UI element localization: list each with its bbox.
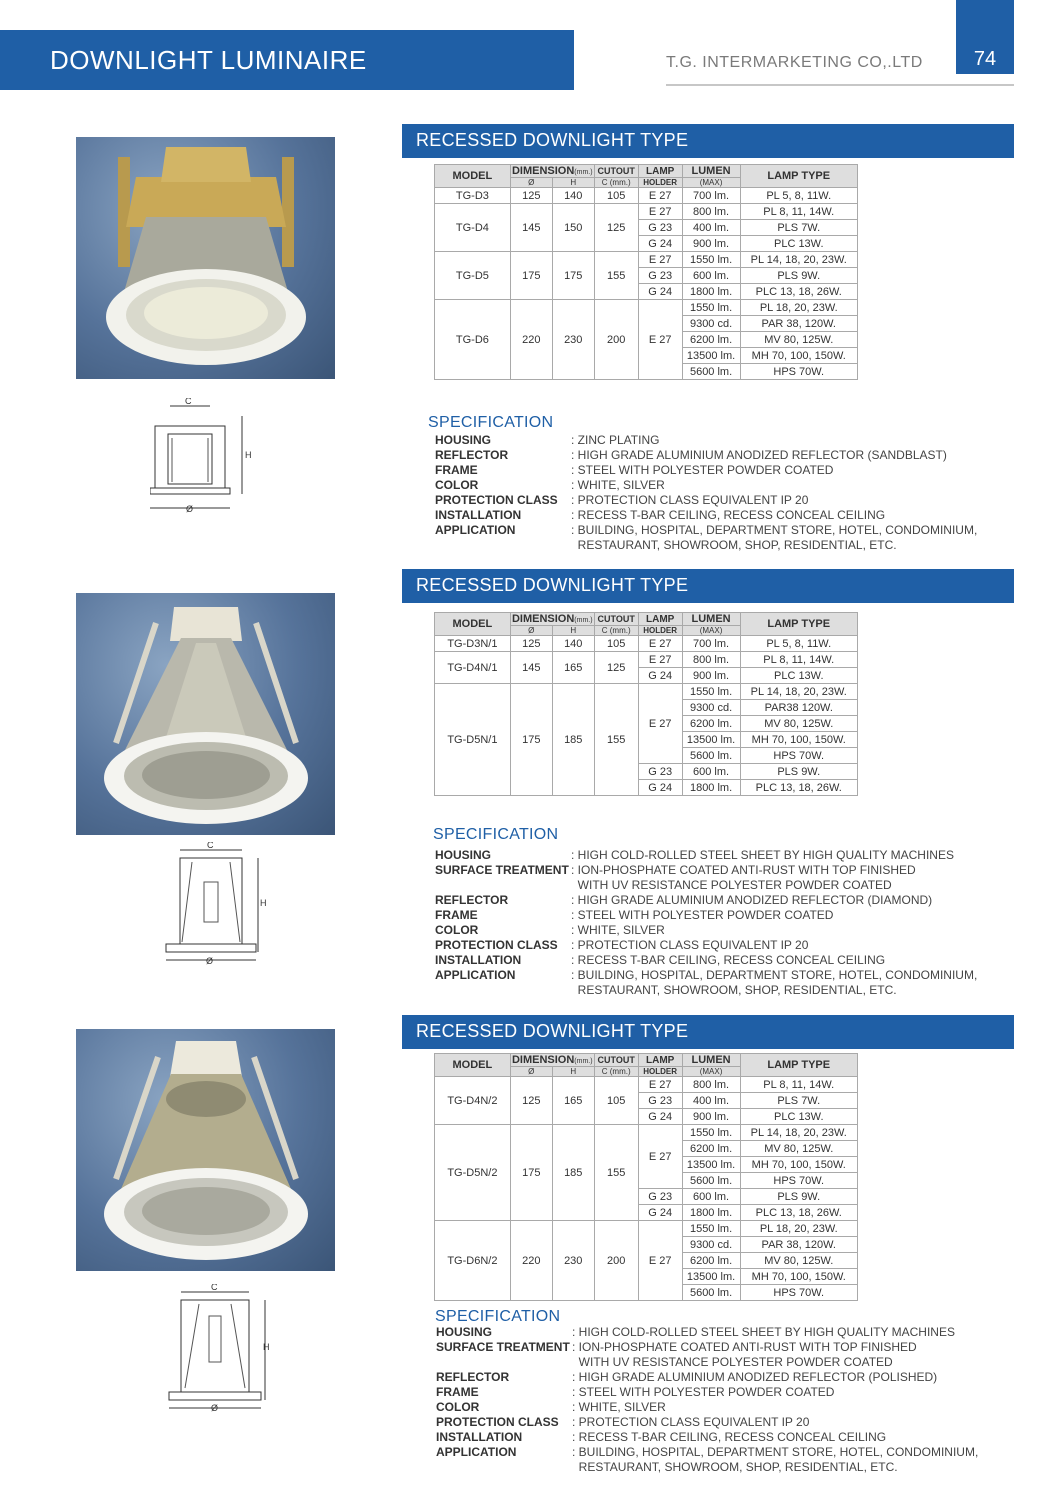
table-cell: 105 [594, 188, 638, 204]
table-header-cell: CUTOUT [594, 1054, 638, 1067]
table-row [435, 204, 858, 220]
table-header-cell: Ø [510, 626, 552, 636]
table-cell: E 27 [638, 204, 682, 220]
table-cell: 155 [594, 1125, 638, 1221]
spec-key: APPLICATION [436, 1445, 517, 1459]
spec-key: SURFACE TREATMENT [435, 863, 569, 877]
table-cell: 800 lm. [682, 652, 740, 668]
spec-table-2 [434, 612, 858, 796]
spec-key: HOUSING [435, 433, 492, 447]
table-cell: PLC 13, 18, 26W. [740, 284, 858, 300]
specification-heading: SPECIFICATION [433, 826, 559, 843]
spec-value: : STEEL WITH POLYESTER POWDER COATED [572, 1385, 835, 1399]
table-header-cell: H [552, 626, 594, 636]
table-cell: 230 [552, 1221, 594, 1301]
table-cell: 9300 cd. [682, 1237, 740, 1253]
table-cell: 1800 lm. [682, 780, 740, 796]
table-cell: 1800 lm. [682, 1205, 740, 1221]
spec-value: : HIGH GRADE ALUMINIUM ANODIZED REFLECTOR (SANDBLAST) [571, 448, 947, 462]
table-cell: G 23 [638, 1093, 682, 1109]
table-cell: 900 lm. [682, 236, 740, 252]
table-cell: PLS 7W. [740, 1093, 858, 1109]
table-cell: TG-D5N/2 [435, 1125, 511, 1221]
spec-value: WITH UV RESISTANCE POLYESTER POWDER COATED [571, 878, 892, 892]
th-cutout: CUTOUT [594, 165, 638, 178]
table-cell: 6200 lm. [682, 1253, 740, 1269]
spec-key: HOUSING [436, 1325, 493, 1339]
table-cell: PAR 38, 120W. [740, 1237, 858, 1253]
table-cell: 400 lm. [682, 1093, 740, 1109]
table-cell: PLC 13, 18, 26W. [740, 1205, 858, 1221]
spec-value: : WHITE, SILVER [571, 923, 665, 937]
spec-row [435, 508, 977, 523]
table-cell: 155 [594, 252, 638, 300]
dim-label-c: C [211, 1284, 218, 1292]
table-row [435, 252, 858, 268]
table-cell: MH 70, 100, 150W. [740, 348, 858, 364]
spec-key: FRAME [435, 463, 478, 477]
table-cell: G 23 [638, 220, 682, 236]
table-cell: E 27 [638, 1077, 682, 1093]
th-dia: Ø [510, 178, 552, 188]
table-row [435, 636, 858, 652]
section-band-2 [402, 569, 1014, 603]
table-cell: PL 8, 11, 14W. [740, 204, 858, 220]
spec-value: : STEEL WITH POLYESTER POWDER COATED [571, 463, 834, 477]
table-cell: 145 [510, 652, 552, 684]
spec-row [436, 1460, 978, 1475]
spec-row [435, 433, 977, 448]
table-cell: 200 [594, 300, 638, 380]
table-row [435, 1125, 858, 1141]
table-header-cell: LAMP [638, 613, 682, 626]
specification-list-1 [435, 433, 977, 553]
table-cell: TG-D5 [435, 252, 511, 300]
table-cell: 165 [552, 1077, 594, 1125]
table-cell: PLC 13W. [740, 236, 858, 252]
spec-key: PROTECTION CLASS [436, 1415, 559, 1429]
table-cell: 700 lm. [682, 188, 740, 204]
spec-row [435, 983, 977, 998]
table-cell: 175 [510, 684, 552, 796]
table-cell: 600 lm. [682, 1189, 740, 1205]
spec-value: : HIGH GRADE ALUMINIUM ANODIZED REFLECTOR (DIAMOND) [571, 893, 933, 907]
spec-value: : ION-PHOSPHATE COATED ANTI-RUST WITH TOP FINISHED [572, 1340, 917, 1354]
table-cell: 1800 lm. [682, 284, 740, 300]
table-cell: 150 [552, 204, 594, 252]
table-cell: 175 [510, 252, 552, 300]
section-band-1 [402, 124, 1014, 158]
spec-row [436, 1370, 978, 1385]
dimension-drawing-1 [150, 398, 260, 519]
table-cell: HPS 70W. [740, 748, 858, 764]
table-cell: G 24 [638, 236, 682, 252]
table-cell: PLC 13, 18, 26W. [740, 780, 858, 796]
table-cell: 165 [552, 652, 594, 684]
spec-row [435, 908, 977, 923]
spec-key: COLOR [436, 1400, 480, 1414]
table-cell: G 23 [638, 764, 682, 780]
spec-row [435, 463, 977, 478]
dimension-drawing-3 [165, 1284, 275, 1417]
table-cell: 185 [552, 1125, 594, 1221]
table-row [435, 1221, 858, 1237]
dim-label-c: C [207, 842, 214, 850]
spec-value: : RECESS T-BAR CEILING, RECESS CONCEAL CEILING [571, 508, 886, 522]
specification-list-2 [435, 848, 977, 998]
spec-row [436, 1340, 978, 1355]
table-cell: PL 5, 8, 11W. [740, 188, 858, 204]
table-cell: PLS 9W. [740, 1189, 858, 1205]
table-cell: 800 lm. [682, 204, 740, 220]
table-cell: TG-D3N/1 [435, 636, 511, 652]
table-cell: 145 [510, 204, 552, 252]
spec-value: : RECESS T-BAR CEILING, RECESS CONCEAL CEILING [571, 953, 886, 967]
table-cell: 5600 lm. [682, 1285, 740, 1301]
table-cell: 400 lm. [682, 220, 740, 236]
spec-row [435, 878, 977, 893]
table-cell: 125 [594, 652, 638, 684]
spec-table-3 [434, 1053, 858, 1301]
th-cutout-sub: C (mm.) [594, 178, 638, 188]
table-cell: 230 [552, 300, 594, 380]
spec-key: PROTECTION CLASS [435, 938, 558, 952]
table-header-cell: LUMEN [682, 1054, 740, 1067]
table-header-cell: HOLDER [638, 1067, 682, 1077]
table-cell: 9300 cd. [682, 316, 740, 332]
downlight-illustration [76, 1029, 335, 1271]
spec-key [436, 1460, 572, 1475]
table-cell: 200 [594, 1221, 638, 1301]
table-cell: G 24 [638, 668, 682, 684]
table-header-cell: H [552, 1067, 594, 1077]
spec-row [436, 1400, 978, 1415]
table-row [435, 188, 858, 204]
table-row [435, 684, 858, 700]
spec-key: REFLECTOR [435, 893, 509, 907]
table-cell: G 24 [638, 284, 682, 300]
product-photo-tg-dn1-series [76, 593, 335, 835]
specification-heading: SPECIFICATION [428, 414, 554, 431]
spec-key: INSTALLATION [436, 1430, 523, 1444]
spec-row [436, 1445, 978, 1460]
table-cell: G 23 [638, 1189, 682, 1205]
table-cell: PL 8, 11, 14W. [740, 652, 858, 668]
spec-value: : STEEL WITH POLYESTER POWDER COATED [571, 908, 834, 922]
table-cell: PLS 9W. [740, 268, 858, 284]
table-cell: 5600 lm. [682, 364, 740, 380]
th-holder: HOLDER [638, 178, 682, 188]
spec-value: : PROTECTION CLASS EQUIVALENT IP 20 [571, 493, 809, 507]
table-header-cell: (MAX) [682, 1067, 740, 1077]
table-row [435, 652, 858, 668]
table-header-cell: HOLDER [638, 626, 682, 636]
section-title: RECESSED DOWNLIGHT TYPE [416, 575, 689, 595]
table-cell: 1550 lm. [682, 300, 740, 316]
table-cell: E 27 [638, 684, 682, 764]
dim-label-h: H [260, 898, 267, 908]
spec-key: REFLECTOR [436, 1370, 510, 1384]
table-cell: MV 80, 125W. [740, 1253, 858, 1269]
spec-row [435, 538, 977, 553]
table-cell: PLS 7W. [740, 220, 858, 236]
dim-label-dia: Ø [206, 956, 214, 966]
table-header-cell: LAMP TYPE [740, 613, 858, 636]
product-photo-tg-d-series [76, 137, 335, 379]
table-cell: 700 lm. [682, 636, 740, 652]
table-row [435, 300, 858, 316]
spec-row [435, 493, 977, 508]
specification-heading: SPECIFICATION [435, 1308, 561, 1325]
table-cell: MH 70, 100, 150W. [740, 1157, 858, 1173]
spec-row [435, 953, 977, 968]
table-header-cell: MODEL [435, 613, 511, 636]
table-cell: G 24 [638, 780, 682, 796]
table-cell: TG-D6 [435, 300, 511, 380]
table-header-cell: LAMP TYPE [740, 1054, 858, 1077]
table-cell: 9300 cd. [682, 700, 740, 716]
spec-value: : HIGH COLD-ROLLED STEEL SHEET BY HIGH QUALITY MACHINES [572, 1325, 955, 1339]
table-header-cell: DIMENSION(mm.) [511, 1054, 593, 1066]
table-cell: 185 [552, 684, 594, 796]
table-header-cell: CUTOUT [594, 613, 638, 626]
table-cell: TG-D3 [435, 188, 511, 204]
spec-row [435, 863, 977, 878]
section-title: RECESSED DOWNLIGHT TYPE [416, 130, 689, 150]
dim-label-c: C [185, 398, 192, 406]
spec-key: SURFACE TREATMENT [436, 1340, 570, 1354]
product-photo-tg-dn2-series [76, 1029, 335, 1271]
table-cell: 1550 lm. [682, 1125, 740, 1141]
table-cell: 220 [510, 1221, 552, 1301]
spec-key: INSTALLATION [435, 953, 522, 967]
table-cell: 140 [552, 188, 594, 204]
spec-row [436, 1385, 978, 1400]
table-cell: 140 [552, 636, 594, 652]
table-cell: 6200 lm. [682, 716, 740, 732]
spec-key [435, 983, 571, 998]
table-header-cell: LUMEN [682, 613, 740, 626]
spec-row [435, 848, 977, 863]
th-lamp-type: LAMP TYPE [740, 165, 858, 188]
table-header-cell: LAMP [638, 1054, 682, 1067]
dim-label-dia: Ø [186, 504, 194, 514]
th-lumen: LUMEN [682, 165, 740, 178]
spec-key: APPLICATION [435, 968, 516, 982]
table-cell: HPS 70W. [740, 1173, 858, 1189]
spec-key [435, 538, 571, 553]
table-cell: 220 [510, 300, 552, 380]
header-divider [666, 84, 1014, 86]
table-cell: PL 18, 20, 23W. [740, 300, 858, 316]
table-cell: E 27 [638, 1125, 682, 1189]
table-cell: MH 70, 100, 150W. [740, 732, 858, 748]
table-cell: 13500 lm. [682, 1157, 740, 1173]
spec-value: : BUILDING, HOSPITAL, DEPARTMENT STORE, HOTEL, CONDOMINIUM, [571, 968, 978, 982]
spec-value: : ZINC PLATING [571, 433, 660, 447]
table-cell: E 27 [638, 188, 682, 204]
table-cell: PLS 9W. [740, 764, 858, 780]
table-cell: 800 lm. [682, 1077, 740, 1093]
table-cell: PL 14, 18, 20, 23W. [740, 252, 858, 268]
table-cell: MV 80, 125W. [740, 332, 858, 348]
table-cell: PLC 13W. [740, 668, 858, 684]
spec-value: : PROTECTION CLASS EQUIVALENT IP 20 [571, 938, 809, 952]
table-cell: 105 [594, 636, 638, 652]
th-lamp: LAMP [638, 165, 682, 178]
table-cell: 125 [510, 188, 552, 204]
table-cell: PL 14, 18, 20, 23W. [740, 684, 858, 700]
table-cell: E 27 [638, 252, 682, 268]
th-dimension: DIMENSION(mm.) [511, 165, 593, 177]
table-cell: MV 80, 125W. [740, 716, 858, 732]
table-cell: 105 [594, 1077, 638, 1125]
table-cell: G 24 [638, 1109, 682, 1125]
spec-row [436, 1430, 978, 1445]
specification-list-3 [436, 1325, 978, 1475]
table-cell: PL 18, 20, 23W. [740, 1221, 858, 1237]
table-cell: TG-D4N/1 [435, 652, 511, 684]
spec-row [435, 523, 977, 538]
spec-value: RESTAURANT, SHOWROOM, SHOP, RESIDENTIAL, ETC. [572, 1460, 898, 1474]
table-cell: 1550 lm. [682, 252, 740, 268]
table-cell: 13500 lm. [682, 348, 740, 364]
spec-row [435, 968, 977, 983]
spec-key: INSTALLATION [435, 508, 522, 522]
table-cell: PL 5, 8, 11W. [740, 636, 858, 652]
spec-table-1 [434, 164, 858, 380]
table-cell: E 27 [638, 1221, 682, 1301]
table-cell: PL 8, 11, 14W. [740, 1077, 858, 1093]
spec-row [436, 1415, 978, 1430]
table-cell: 6200 lm. [682, 1141, 740, 1157]
downlight-illustration [76, 593, 335, 835]
spec-key: FRAME [436, 1385, 479, 1399]
table-cell: 175 [552, 252, 594, 300]
page-title: DOWNLIGHT LUMINAIRE [50, 45, 367, 75]
table-cell: 600 lm. [682, 764, 740, 780]
dimension-drawing-2 [160, 842, 270, 971]
table-cell: TG-D4 [435, 204, 511, 252]
table-cell: HPS 70W. [740, 364, 858, 380]
table-cell: PAR38 120W. [740, 700, 858, 716]
table-cell: 600 lm. [682, 268, 740, 284]
table-cell: 5600 lm. [682, 1173, 740, 1189]
table-cell: PL 14, 18, 20, 23W. [740, 1125, 858, 1141]
spec-value: RESTAURANT, SHOWROOM, SHOP, RESIDENTIAL, ETC. [571, 983, 897, 997]
table-cell: E 27 [638, 300, 682, 380]
dim-label-dia: Ø [211, 1403, 219, 1412]
spec-row [436, 1355, 978, 1370]
table-cell: 900 lm. [682, 668, 740, 684]
table-cell: E 27 [638, 652, 682, 668]
spec-row [435, 938, 977, 953]
table-cell: MH 70, 100, 150W. [740, 1269, 858, 1285]
table-header-cell: Ø [510, 1067, 552, 1077]
spec-row [435, 478, 977, 493]
spec-row [435, 448, 977, 463]
spec-key [435, 878, 571, 893]
table-header-cell: C (mm.) [594, 1067, 638, 1077]
spec-value: : BUILDING, HOSPITAL, DEPARTMENT STORE, HOTEL, CONDOMINIUM, [571, 523, 978, 537]
spec-value: RESTAURANT, SHOWROOM, SHOP, RESIDENTIAL, ETC. [571, 538, 897, 552]
table-cell: 175 [510, 1125, 552, 1221]
table-cell: 13500 lm. [682, 1269, 740, 1285]
spec-key [436, 1355, 572, 1370]
spec-row [435, 893, 977, 908]
table-cell: TG-D4N/2 [435, 1077, 511, 1125]
table-cell: 5600 lm. [682, 748, 740, 764]
spec-value: : WHITE, SILVER [571, 478, 665, 492]
table-row [435, 1077, 858, 1093]
th-h: H [552, 178, 594, 188]
dim-label-h: H [245, 450, 252, 460]
table-header-cell: C (mm.) [594, 626, 638, 636]
spec-value: : HIGH COLD-ROLLED STEEL SHEET BY HIGH QUALITY MACHINES [571, 848, 954, 862]
section-band-3 [402, 1015, 1014, 1049]
spec-value: WITH UV RESISTANCE POLYESTER POWDER COATED [572, 1355, 893, 1369]
spec-value: : HIGH GRADE ALUMINIUM ANODIZED REFLECTOR (POLISHED) [572, 1370, 938, 1384]
table-cell: PAR 38, 120W. [740, 316, 858, 332]
table-cell: 125 [594, 204, 638, 252]
table-cell: E 27 [638, 636, 682, 652]
spec-key: COLOR [435, 923, 479, 937]
page-number: 74 [973, 48, 997, 70]
spec-key: PROTECTION CLASS [435, 493, 558, 507]
section-title: RECESSED DOWNLIGHT TYPE [416, 1021, 689, 1041]
table-cell: 1550 lm. [682, 1221, 740, 1237]
dim-label-h: H [263, 1342, 270, 1352]
spec-key: FRAME [435, 908, 478, 922]
spec-value: : PROTECTION CLASS EQUIVALENT IP 20 [572, 1415, 810, 1429]
spec-value: : WHITE, SILVER [572, 1400, 666, 1414]
table-cell: 6200 lm. [682, 332, 740, 348]
table-cell: 125 [510, 1077, 552, 1125]
table-cell: 1550 lm. [682, 684, 740, 700]
downlight-illustration [76, 137, 335, 379]
table-cell: G 24 [638, 1205, 682, 1221]
table-header-cell: MODEL [435, 1054, 511, 1077]
spec-row [436, 1325, 978, 1340]
spec-value: : BUILDING, HOSPITAL, DEPARTMENT STORE, HOTEL, CONDOMINIUM, [572, 1445, 979, 1459]
spec-key: APPLICATION [435, 523, 516, 537]
spec-key: HOUSING [435, 848, 492, 862]
spec-value: : RECESS T-BAR CEILING, RECESS CONCEAL CEILING [572, 1430, 887, 1444]
table-header-cell: DIMENSION(mm.) [511, 613, 593, 625]
table-header-cell: (MAX) [682, 626, 740, 636]
th-model: MODEL [435, 165, 511, 188]
company-name: T.G. INTERMARKETING CO,.LTD [666, 54, 923, 71]
table-cell: G 23 [638, 268, 682, 284]
spec-value: : ION-PHOSPHATE COATED ANTI-RUST WITH TOP FINISHED [571, 863, 916, 877]
spec-row [435, 923, 977, 938]
spec-key: COLOR [435, 478, 479, 492]
table-cell: 155 [594, 684, 638, 796]
table-cell: 900 lm. [682, 1109, 740, 1125]
table-cell: TG-D5N/1 [435, 684, 511, 796]
spec-key: REFLECTOR [435, 448, 509, 462]
table-cell: HPS 70W. [740, 1285, 858, 1301]
table-cell: MV 80, 125W. [740, 1141, 858, 1157]
table-cell: TG-D6N/2 [435, 1221, 511, 1301]
table-cell: 13500 lm. [682, 732, 740, 748]
th-lumen-sub: (MAX) [682, 178, 740, 188]
table-cell: PLC 13W. [740, 1109, 858, 1125]
table-cell: 125 [510, 636, 552, 652]
